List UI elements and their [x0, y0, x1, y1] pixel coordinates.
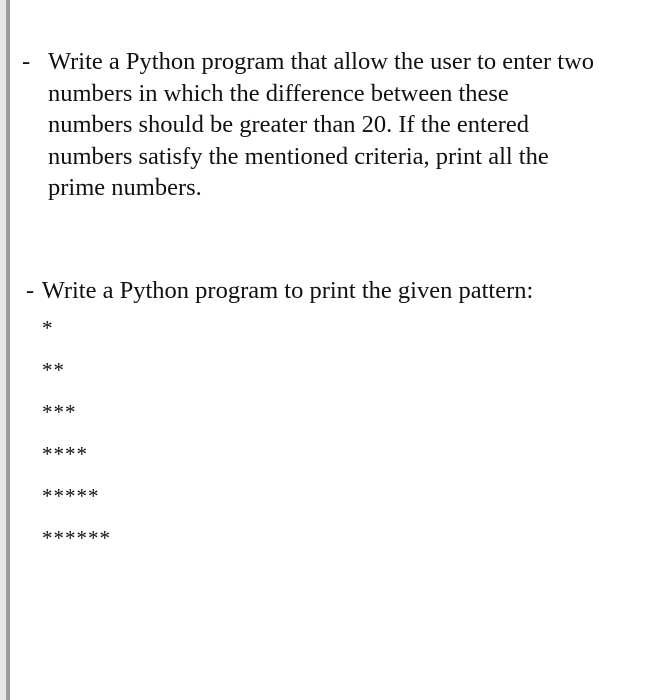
pattern-row-1: * — [42, 316, 54, 340]
pattern-row-2: ** — [42, 358, 65, 382]
question-1-text-line-5: prime numbers. — [48, 174, 202, 201]
pattern-row-6: ****** — [42, 526, 111, 550]
question-1 — [22, 46, 667, 204]
question-2-bullet: - — [26, 277, 35, 304]
pattern-row-5: ***** — [42, 484, 100, 508]
question-1-body — [22, 78, 667, 204]
star-pattern — [42, 316, 111, 568]
question-1-bullet: - — [22, 48, 31, 75]
question-1-text-line-1: Write a Python program that allow the user to enter two — [48, 48, 595, 75]
pattern-row-4: **** — [42, 442, 88, 466]
question-2-text: Write a Python program to print the given pattern: — [41, 277, 534, 304]
page-left-border — [0, 0, 10, 700]
question-1-text-line-3: numbers should be greater than 20. If the entered — [48, 111, 529, 138]
pattern-row-3: *** — [42, 400, 77, 424]
question-2 — [26, 276, 533, 306]
question-1-first-line — [22, 46, 667, 78]
question-1-text-line-4: numbers satisfy the mentioned criteria, print all the — [48, 142, 549, 170]
question-1-text-line-2: numbers in which the difference between these — [48, 79, 509, 107]
